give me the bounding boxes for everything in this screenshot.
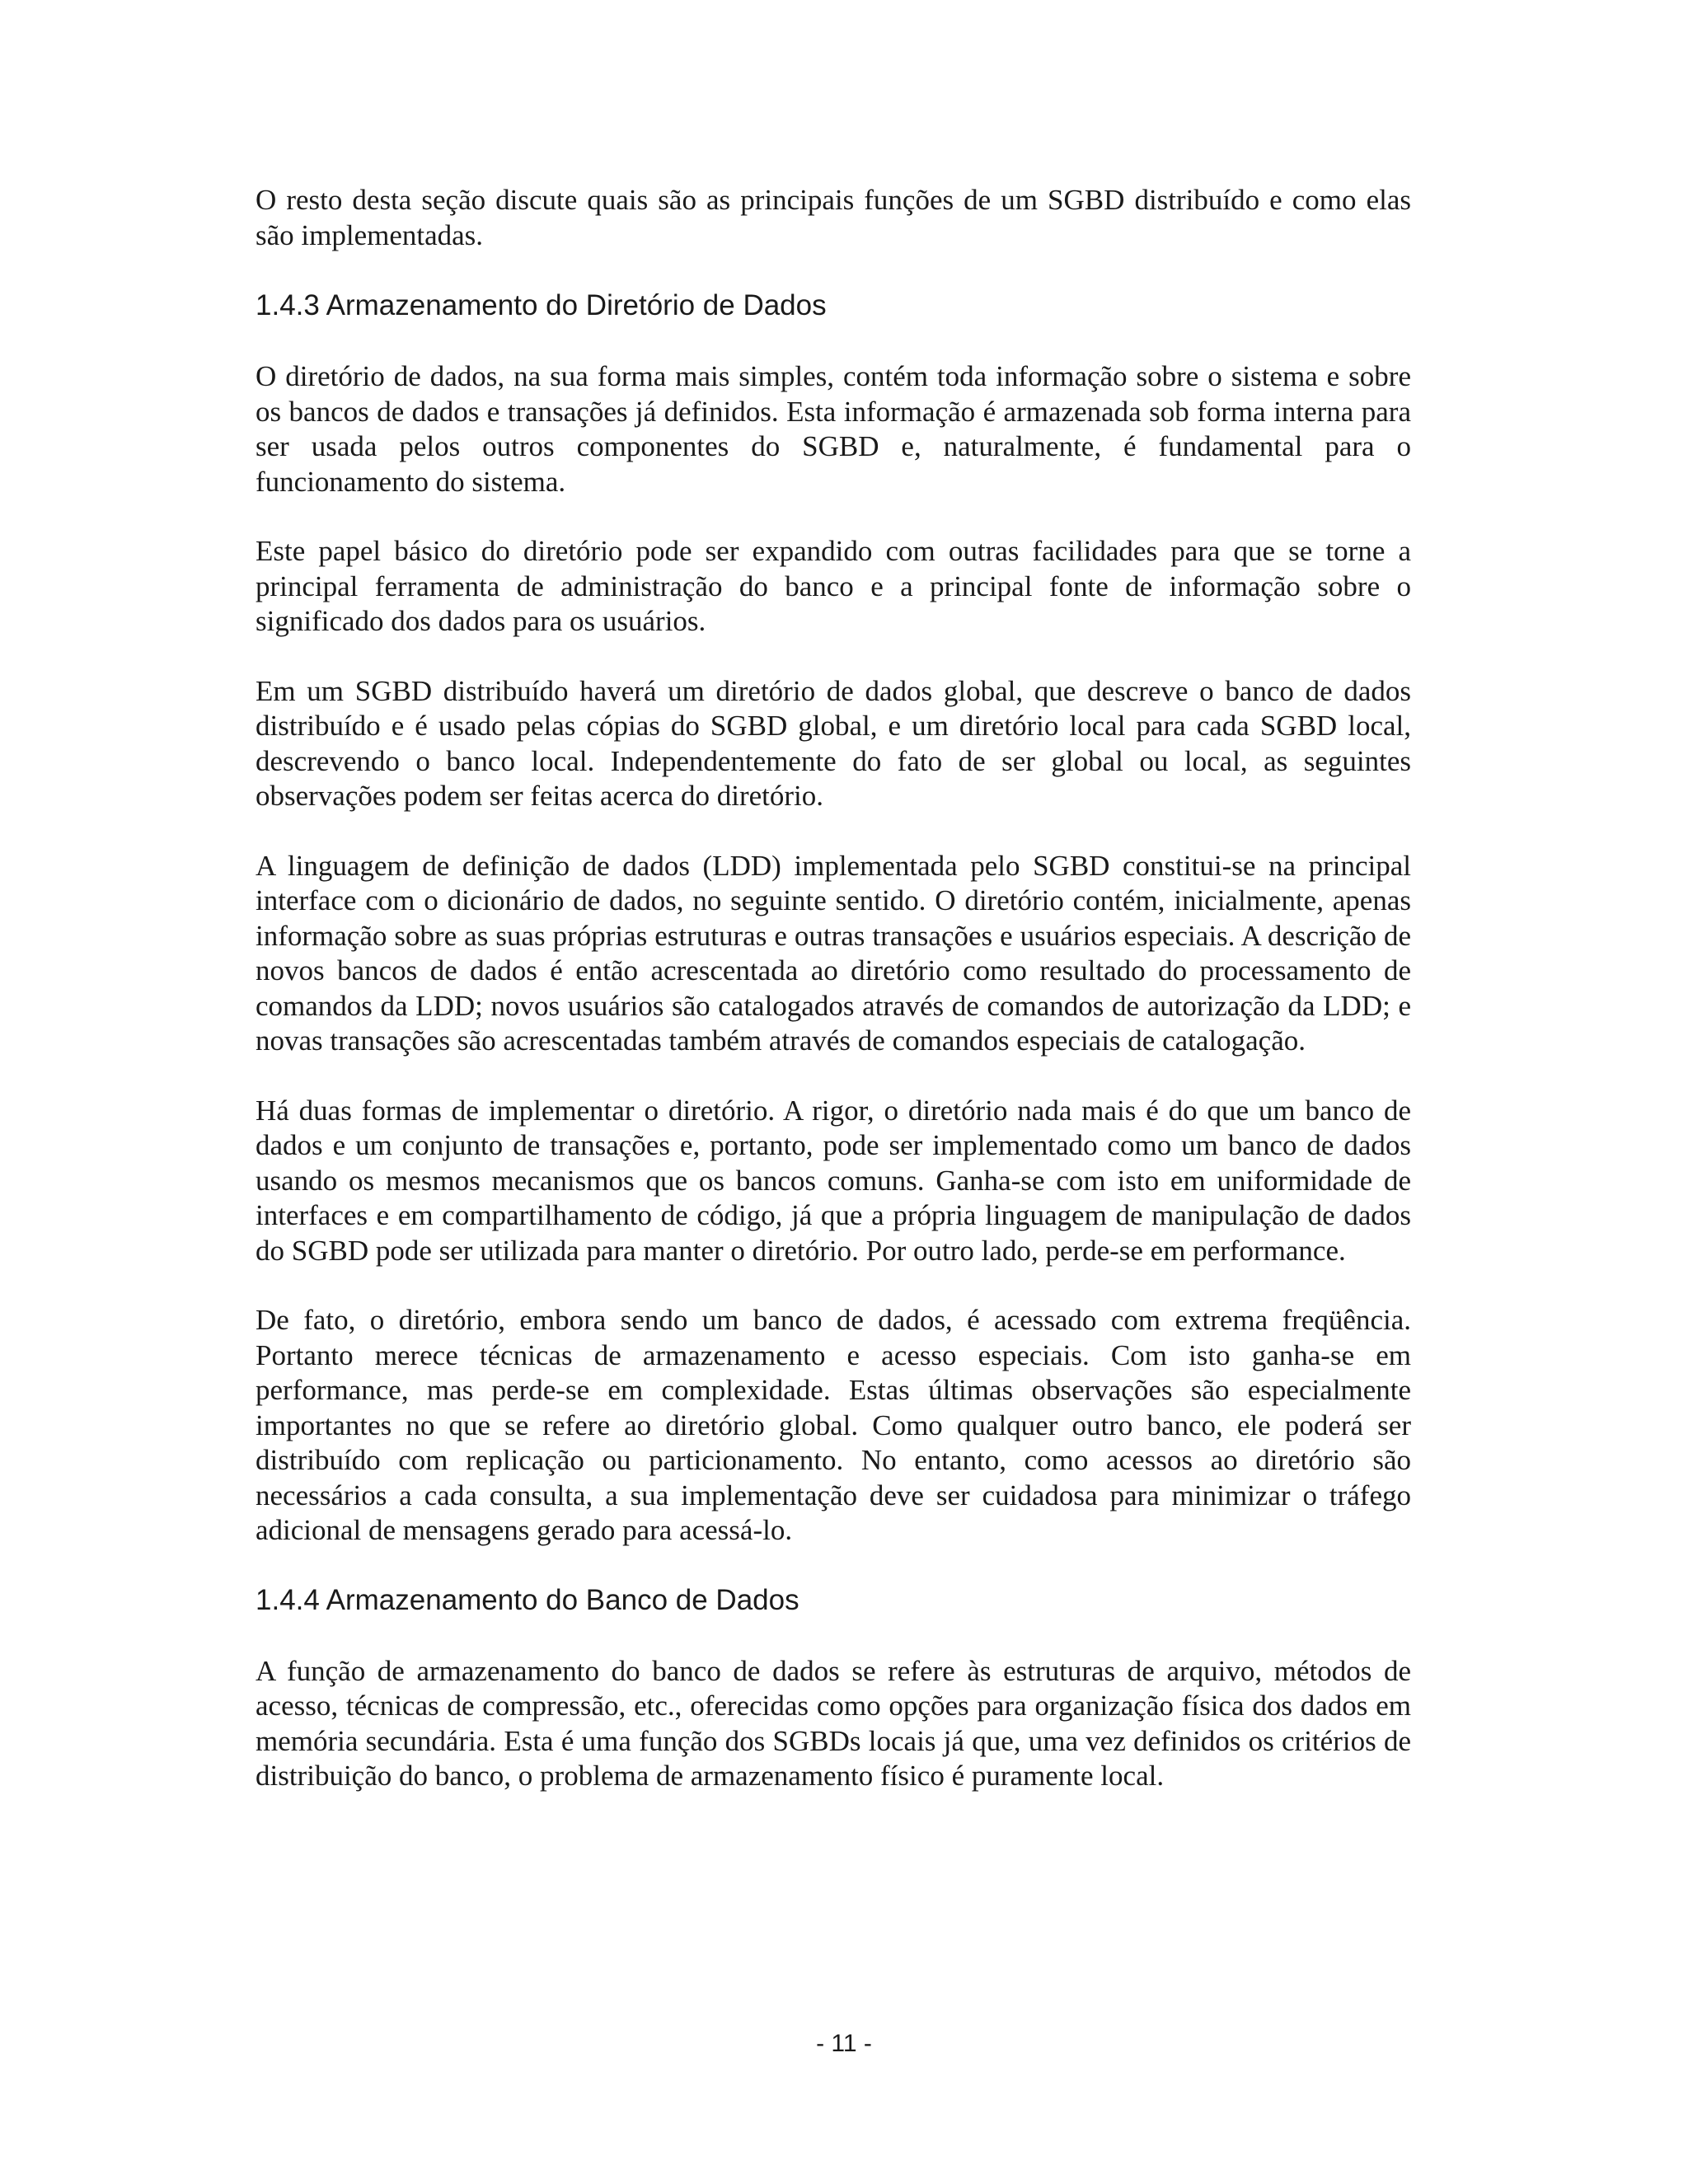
paragraph-7: A função de armazenamento do banco de dados se refere às estruturas de arquivo, métodos de acesso, técnicas de compressão, etc., oferecidas como opções para organização física dos dados em memória secundária. Esta é uma função dos SGBDs locais já que, uma vez definidos os critérios de distribuição do banco, o problema de armazenamento físico é puramente local. <box>256 1654 1411 1792</box>
paragraph-4: A linguagem de definição de dados (LDD) implementada pelo SGBD constitui-se na principal interface com o dicionário de dados, no seguinte sentido. O diretório contém, inicialmente, apenas informação sobre as suas próprias estruturas e outras transações e usuários especiais. A descrição de novos bancos de dados é então acrescentada ao diretório como resultado do processamento de comandos da LDD; novos usuários são catalogados através de comandos de autorização da LDD; e novas transações são acrescentadas também através de comandos especiais de catalogação. <box>256 849 1411 1057</box>
section-heading-1-4-3: 1.4.3 Armazenamento do Diretório de Dados <box>256 289 827 321</box>
page-number: - 11 - <box>816 2030 872 2057</box>
paragraph-6: De fato, o diretório, embora sendo um banco de dados, é acessado com extrema freqüência. Portanto merece técnicas de armazenamento e acesso especiais. Com isto ganha-se em performance, mas perde-se em complexidade. Estas últimas observações são especialmente importantes no que se refere ao diretório global. Como qualquer outro banco, ele poderá ser distribuído com replicação ou particionamento. No entanto, como acessos ao diretório são necessários a cada consulta, a sua implementação deve ser cuidadosa para minimizar o tráfego adicional de mensagens gerado para acessá-lo. <box>256 1304 1411 1546</box>
paragraph-1: O diretório de dados, na sua forma mais simples, contém toda informação sobre o sistema e sobre os bancos de dados e transações já definidos. Esta informação é armazenada sob forma interna para ser usada pelos outros componentes do SGBD e, naturalmente, é fundamental para o funcionamento do sistema. <box>256 360 1411 498</box>
paragraph-2: Este papel básico do diretório pode ser expandido com outras facilidades para que se torne a principal ferramenta de administração do banco e a principal fonte de informação sobre o significado dos dados para os usuários. <box>256 535 1411 637</box>
paragraph-5: Há duas formas de implementar o diretório. A rigor, o diretório nada mais é do que um banco de dados e um conjunto de transações e, portanto, pode ser implementado como um banco de dados usando os mesmos mecanismos que os bancos comuns. Ganha-se com isto em uniformidade de interfaces e em compartilhamento de código, já que a própria linguagem de manipulação de dados do SGBD pode ser utilizada para manter o diretório. Por outro lado, perde-se em performance. <box>256 1094 1411 1267</box>
paragraph-3: Em um SGBD distribuído haverá um diretório de dados global, que descreve o banco de dados distribuído e é usado pelas cópias do SGBD global, e um diretório local para cada SGBD local, descrevendo o banco local. Independentemente do fato de ser global ou local, as seguintes observações podem ser feitas acerca do diretório. <box>256 674 1411 812</box>
document-page <box>256 183 1411 1794</box>
intro-paragraph: O resto desta seção discute quais são as principais funções de um SGBD distribuído e como elas são implementadas. <box>256 184 1411 251</box>
section-heading-1-4-4: 1.4.4 Armazenamento do Banco de Dados <box>256 1583 799 1616</box>
